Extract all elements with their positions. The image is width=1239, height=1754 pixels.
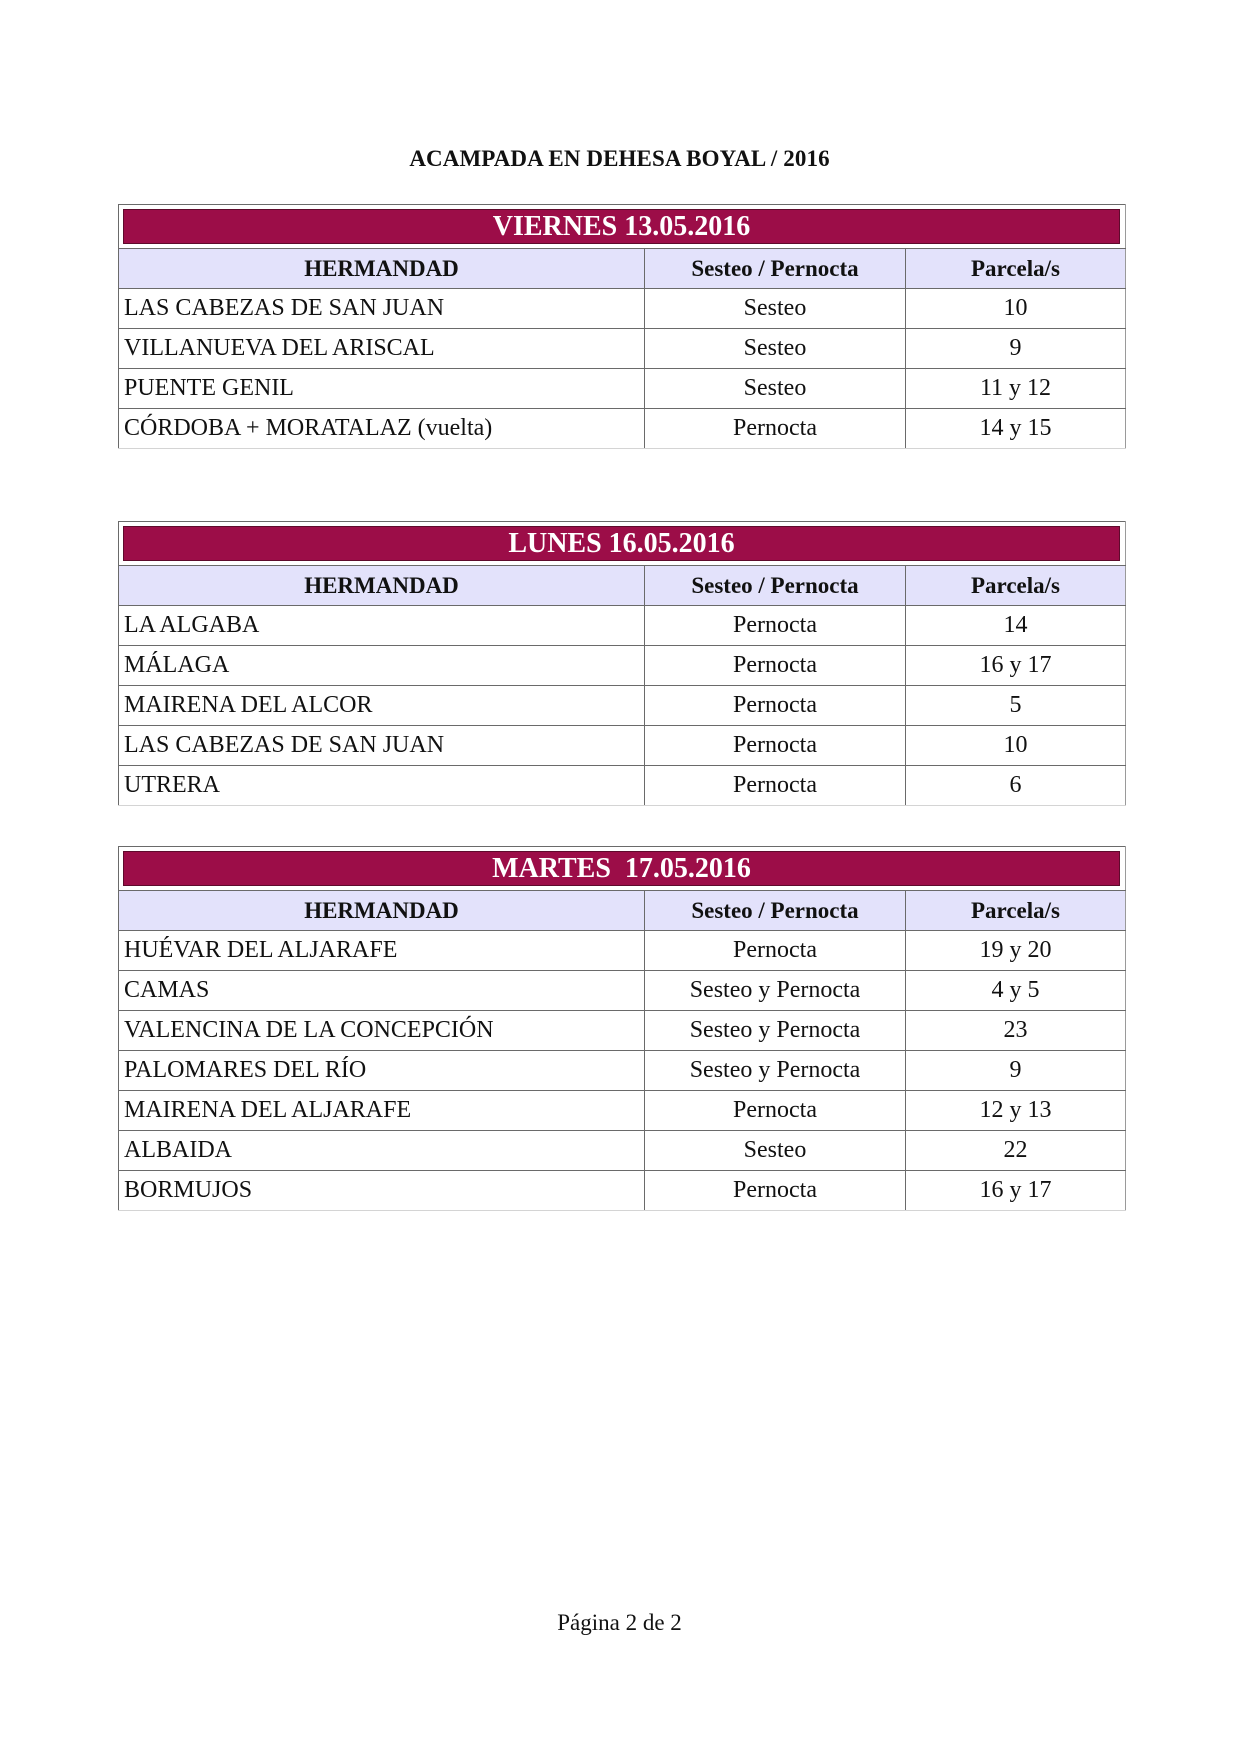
tipo-cell: Pernocta: [645, 409, 906, 449]
tipo-cell: Sesteo: [645, 369, 906, 409]
parcela-cell: 10: [906, 726, 1126, 766]
tipo-cell: Pernocta: [645, 766, 906, 806]
parcela-cell: 9: [906, 1051, 1126, 1091]
tipo-cell: Sesteo y Pernocta: [645, 971, 906, 1011]
hermandad-cell: UTRERA: [119, 766, 645, 806]
hermandad-cell: MAIRENA DEL ALJARAFE: [119, 1091, 645, 1131]
hermandad-cell: ALBAIDA: [119, 1131, 645, 1171]
parcela-cell: 22: [906, 1131, 1126, 1171]
table-row: [119, 766, 1126, 806]
column-header-tipo: Sesteo / Pernocta: [645, 891, 906, 931]
table-row: [119, 409, 1126, 449]
table-row: [119, 1091, 1126, 1131]
tipo-cell: Pernocta: [645, 1171, 906, 1211]
day-heading: MARTES 17.05.2016: [123, 851, 1120, 886]
column-header-hermandad: HERMANDAD: [119, 249, 645, 289]
parcela-cell: 6: [906, 766, 1126, 806]
hermandad-cell: CAMAS: [119, 971, 645, 1011]
parcela-cell: 4 y 5: [906, 971, 1126, 1011]
hermandad-cell: LAS CABEZAS DE SAN JUAN: [119, 726, 645, 766]
column-header-hermandad: HERMANDAD: [119, 891, 645, 931]
parcela-cell: 16 y 17: [906, 1171, 1126, 1211]
column-header-hermandad: HERMANDAD: [119, 566, 645, 606]
hermandad-cell: LAS CABEZAS DE SAN JUAN: [119, 289, 645, 329]
table-row: [119, 606, 1126, 646]
hermandad-cell: CÓRDOBA + MORATALAZ (vuelta): [119, 409, 645, 449]
table-row: [119, 971, 1126, 1011]
table-row: [119, 726, 1126, 766]
tipo-cell: Pernocta: [645, 646, 906, 686]
hermandad-cell: PALOMARES DEL RÍO: [119, 1051, 645, 1091]
parcela-cell: 11 y 12: [906, 369, 1126, 409]
hermandad-cell: MAIRENA DEL ALCOR: [119, 686, 645, 726]
parcela-cell: 9: [906, 329, 1126, 369]
table-row: [119, 1051, 1126, 1091]
tipo-cell: Sesteo: [645, 329, 906, 369]
column-header-parcela: Parcela/s: [906, 566, 1126, 606]
parcela-cell: 14 y 15: [906, 409, 1126, 449]
tipo-cell: Sesteo: [645, 1131, 906, 1171]
day-heading: VIERNES 13.05.2016: [123, 209, 1120, 244]
tipo-cell: Pernocta: [645, 606, 906, 646]
hermandad-cell: LA ALGABA: [119, 606, 645, 646]
hermandad-cell: HUÉVAR DEL ALJARAFE: [119, 931, 645, 971]
column-header-parcela: Parcela/s: [906, 891, 1126, 931]
table-row: [119, 329, 1126, 369]
table-row: [119, 1131, 1126, 1171]
page-number: Página 2 de 2: [557, 1610, 682, 1635]
table-row: [119, 686, 1126, 726]
parcela-cell: 16 y 17: [906, 646, 1126, 686]
tipo-cell: Sesteo y Pernocta: [645, 1051, 906, 1091]
table-row: [119, 289, 1126, 329]
table-row: [119, 1011, 1126, 1051]
hermandad-cell: VILLANUEVA DEL ARISCAL: [119, 329, 645, 369]
parcela-cell: 19 y 20: [906, 931, 1126, 971]
page-title: ACAMPADA EN DEHESA BOYAL / 2016: [409, 146, 830, 171]
tipo-cell: Pernocta: [645, 726, 906, 766]
schedule-table-martes: [118, 846, 1126, 1211]
parcela-cell: 23: [906, 1011, 1126, 1051]
hermandad-cell: PUENTE GENIL: [119, 369, 645, 409]
tipo-cell: Pernocta: [645, 931, 906, 971]
parcela-cell: 12 y 13: [906, 1091, 1126, 1131]
tipo-cell: Pernocta: [645, 1091, 906, 1131]
table-row: [119, 646, 1126, 686]
hermandad-cell: MÁLAGA: [119, 646, 645, 686]
table-row: [119, 931, 1126, 971]
tipo-cell: Pernocta: [645, 686, 906, 726]
day-heading: LUNES 16.05.2016: [123, 526, 1120, 561]
column-header-tipo: Sesteo / Pernocta: [645, 566, 906, 606]
tipo-cell: Sesteo: [645, 289, 906, 329]
column-header-parcela: Parcela/s: [906, 249, 1126, 289]
tipo-cell: Sesteo y Pernocta: [645, 1011, 906, 1051]
table-row: [119, 1171, 1126, 1211]
schedule-table-viernes: [118, 204, 1126, 449]
parcela-cell: 10: [906, 289, 1126, 329]
column-header-tipo: Sesteo / Pernocta: [645, 249, 906, 289]
hermandad-cell: VALENCINA DE LA CONCEPCIÓN: [119, 1011, 645, 1051]
schedule-table-lunes: [118, 521, 1126, 806]
table-row: [119, 369, 1126, 409]
parcela-cell: 5: [906, 686, 1126, 726]
parcela-cell: 14: [906, 606, 1126, 646]
hermandad-cell: BORMUJOS: [119, 1171, 645, 1211]
